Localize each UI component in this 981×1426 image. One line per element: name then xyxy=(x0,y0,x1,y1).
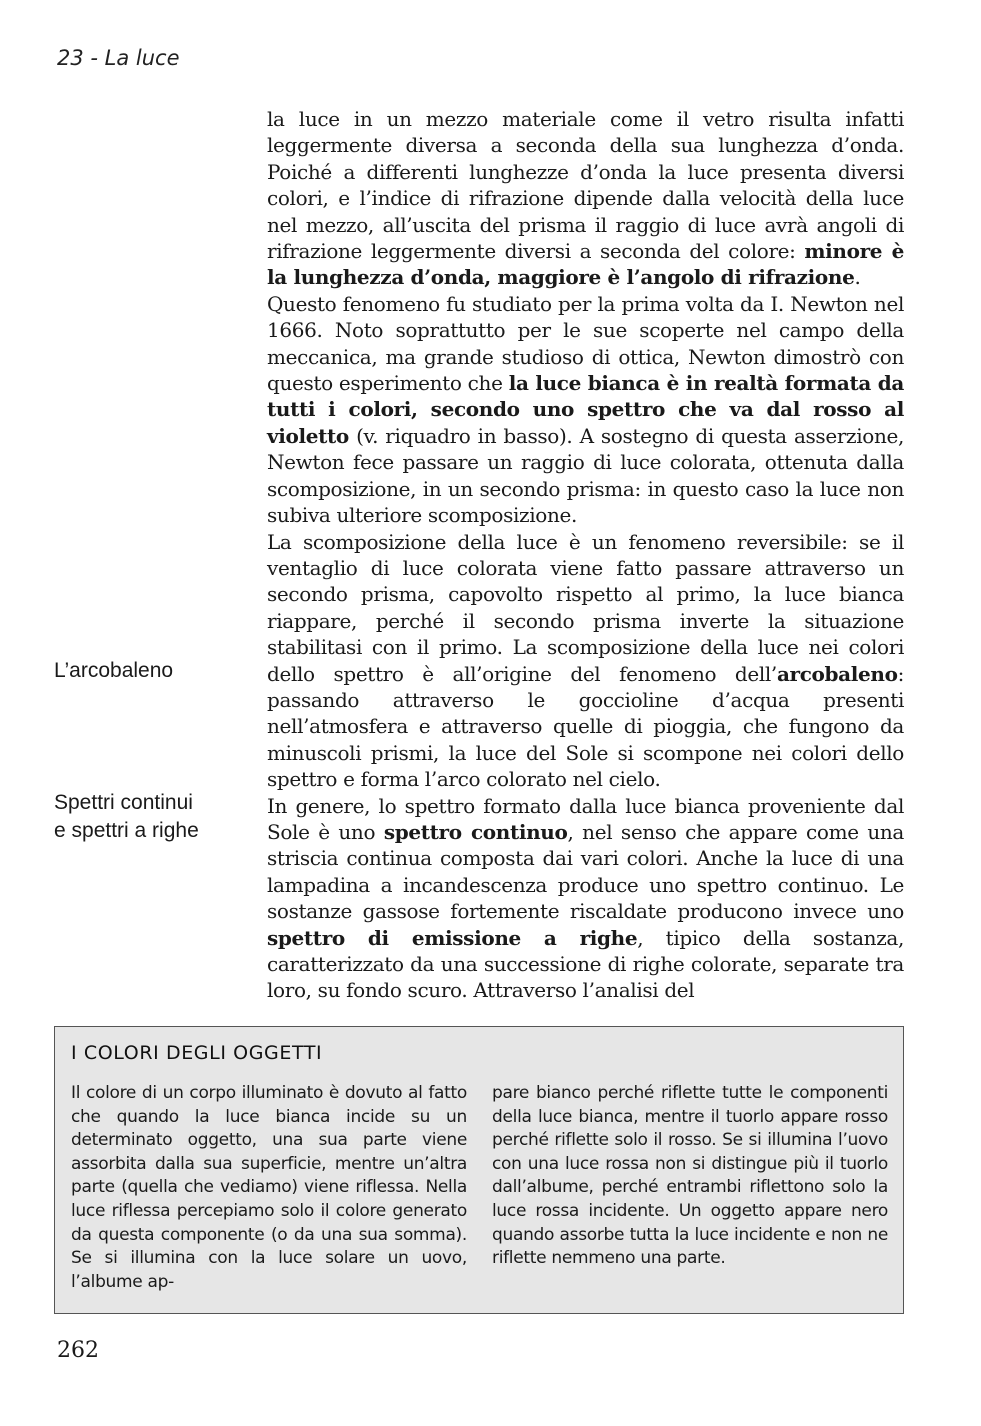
bold-run: arcobaleno xyxy=(776,661,898,686)
text-run: La scomposizione della luce è un fenomeno reversibile: se il ventaglio di luce colorata viene fatto passare attraverso un secondo prisma, capovolto rispetto al primo, la luce bianca riappare, perché il secondo prisma inverte la situazione stabilitasi con il primo. La scomposizione della luce nei colori dello spettro è all’origine del fenomeno dell’ xyxy=(267,529,904,686)
sidebar-box xyxy=(54,1026,904,1314)
body-paragraph xyxy=(267,106,904,291)
text-run: , nel senso che appare come una striscia continua composta dai vari colori. Anche la luce di una lampadina a incandescenza produce uno spettro continuo. Le sostanze gassose fortemente riscaldate producono invece uno xyxy=(267,819,905,924)
bold-run: spettro continuo xyxy=(383,819,568,844)
margin-note-rainbow xyxy=(54,657,173,685)
body-paragraph xyxy=(267,793,904,1004)
box-column-right: pare bianco perché riflette tutte le componenti della luce bianca, mentre il tuorlo appare rosso perché riflette solo il rosso. Se si illumina l’uovo con una luce rossa non si distingue più il tuorlo dall’albume, perché entrambi riflettono solo la luce rossa incidente. Un oggetto appare nero quando assorbe tutta la luce incidente e non ne riflette nemmeno una parte. xyxy=(492,1083,888,1269)
text-run: (v. riquadro in basso). A sostegno di questa asserzione, Newton fece passare un raggio di luce colorata, ottenuta dalla scomposizione, in un secondo prisma: in questo caso la luce non subiva ulteriore scomposizione. xyxy=(267,423,904,528)
margin-note-line: Spettri continui xyxy=(54,791,193,814)
body-paragraph xyxy=(267,291,904,529)
text-run: : passando attraverso le goccioline d’acqua presenti nell’atmosfera e attraverso quelle di pioggia, che fungono da minuscoli prismi, la luce del Sole si scompone nei colori dello spettro e forma l’arco colorato nel cielo. xyxy=(267,661,904,792)
margin-note-spectra xyxy=(54,789,199,845)
text-run: Questo fenomeno fu studiato per la prima volta da I. Newton nel 1666. Noto soprattutto per le sue scoperte nel campo della meccanica, ma grande studioso di ottica, Newton dimostrò con questo esperimento che xyxy=(267,291,904,396)
text-run: . xyxy=(854,265,861,290)
text-run: In genere, lo spettro formato dalla luce bianca proveniente dal Sole è uno xyxy=(267,793,904,844)
margin-note-line: L’arcobaleno xyxy=(54,659,174,682)
page-number: 262 xyxy=(57,1338,99,1363)
running-header: 23 - La luce xyxy=(57,46,180,70)
text-run: la luce in un mezzo materiale come il vetro risulta infatti leggermente diversa a seconda della sua lunghezza d’onda. Poiché a differenti lunghezze d’onda la luce presenta diversi colori, e l’indice di rifrazione dipende dalla velocità della luce nel mezzo, all’uscita del prisma il raggio di luce avrà angoli di rifrazione leggermente diversi a seconda del colore: xyxy=(267,107,904,264)
bold-run: spettro di emissione a righe xyxy=(267,925,638,950)
bold-run: minore è la lunghezza d’onda, maggiore è l’angolo di rifrazione xyxy=(267,239,904,290)
body-paragraph xyxy=(267,529,904,793)
box-column-left: Il colore di un corpo illuminato è dovuto al fatto che quando la luce bianca incide su un determinato oggetto, una sua parte viene assorbita dalla sua superficie, mentre un’altra parte (quella che vediamo) viene riflessa. Nella luce riflessa percepiamo solo il colore generato da questa componente (o da una sua somma). Se si illumina con la luce solare un uovo, l’albume ap- xyxy=(71,1083,467,1292)
text-run: , tipico della sostanza, caratterizzato da una successione di righe colorate, separate tra loro, su fondo scuro. Attraverso l’analisi del xyxy=(267,925,904,1003)
margin-note-line: e spettri a righe xyxy=(54,819,199,842)
main-text-column xyxy=(267,106,904,1004)
bold-run: la luce bianca è in realtà formata da tutti i colori, secondo uno spettro che va dal rosso al violetto xyxy=(267,371,904,448)
box-title: I COLORI DEGLI OGGETTI xyxy=(71,1042,323,1064)
